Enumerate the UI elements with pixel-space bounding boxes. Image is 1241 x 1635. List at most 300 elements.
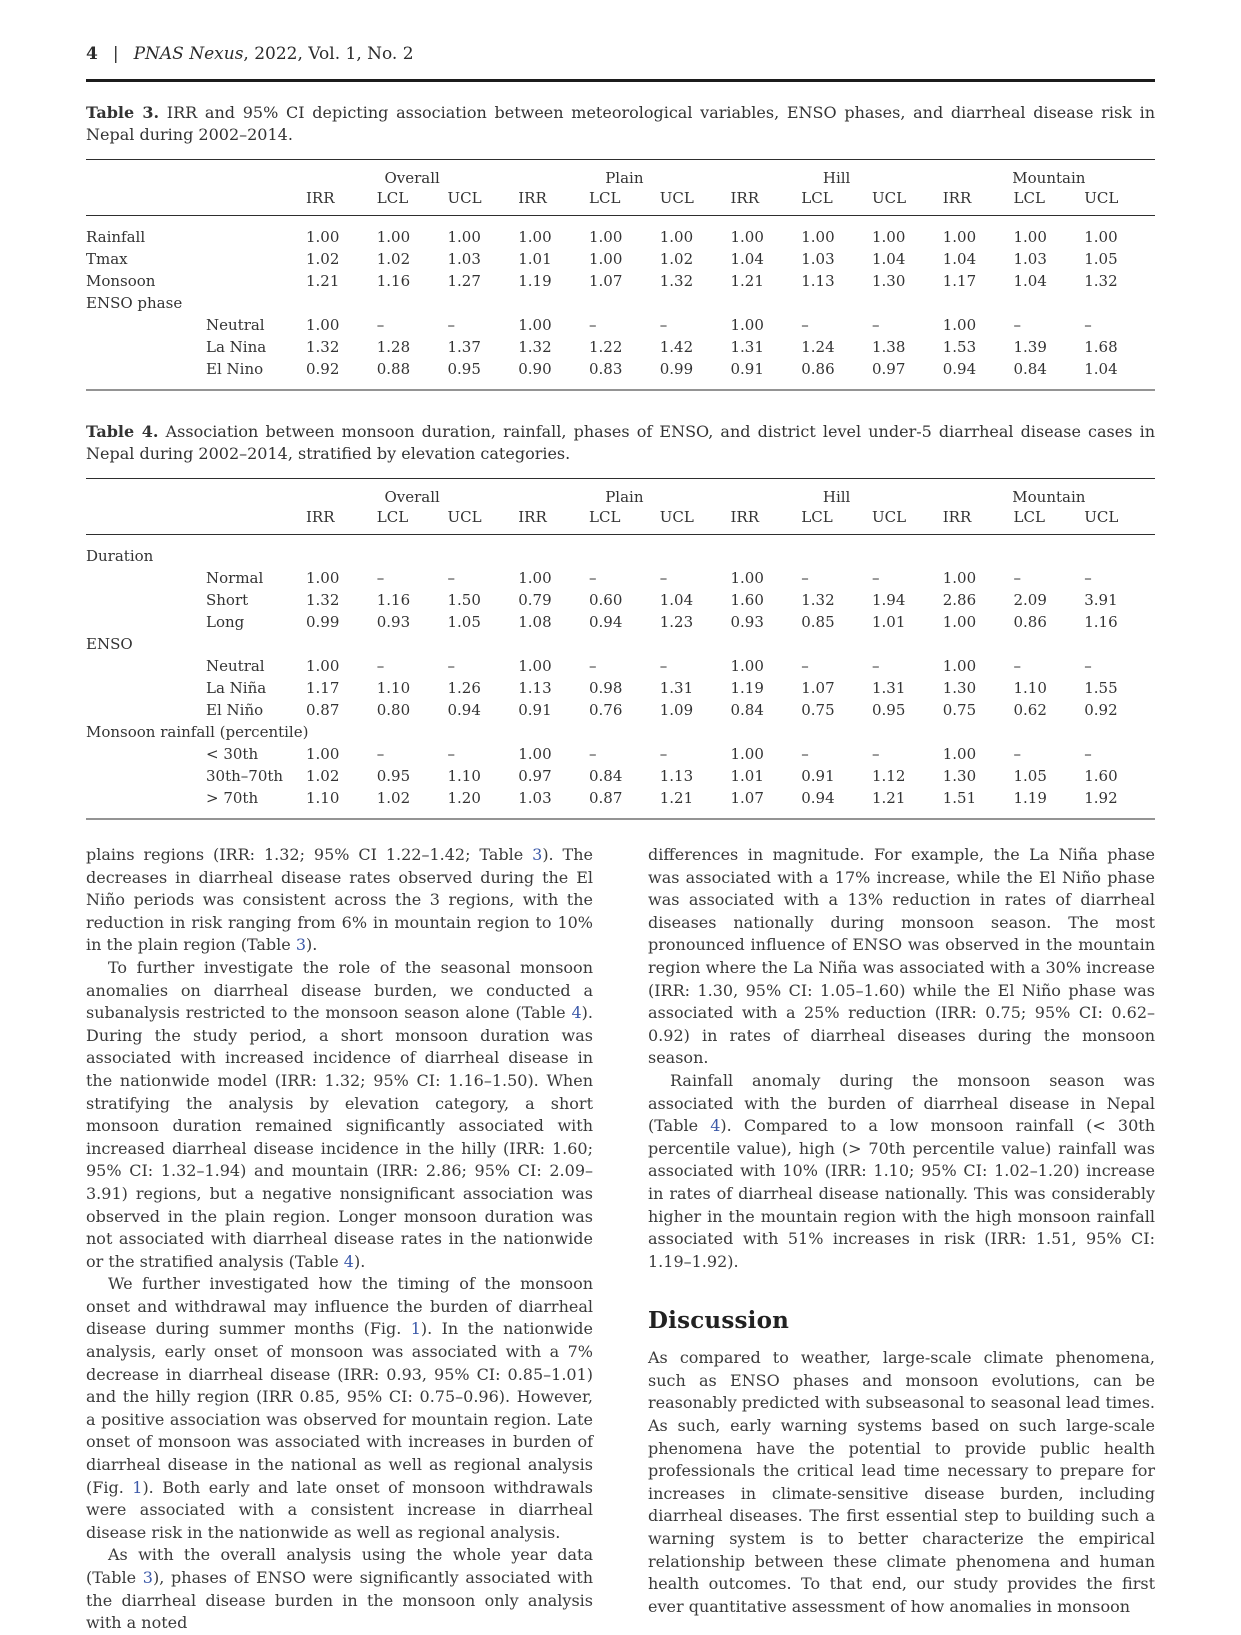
cell-value: – <box>659 569 668 587</box>
cell-value: 0.85 <box>801 613 835 631</box>
cell-value: 0.99 <box>659 360 694 378</box>
cell-value: 1.02 <box>306 767 340 785</box>
row-label <box>86 567 206 589</box>
table3-caption-text: IRR and 95% CI depicting association between meteorological variables, ENSO phases, and diarrheal disease risk in Nepal during 2002–2014. <box>86 103 1156 144</box>
discussion-heading: Discussion <box>648 1307 790 1335</box>
column-header: IRR <box>942 189 972 207</box>
cell-value: 2.86 <box>942 591 977 609</box>
cell-value: 0.94 <box>447 701 481 719</box>
cell-value: 1.30 <box>872 272 906 290</box>
column-group-header: Hill <box>822 488 851 506</box>
cell-value: 1.12 <box>872 767 906 785</box>
cell-value: 1.02 <box>376 250 411 268</box>
row-label <box>86 743 206 765</box>
left-column <box>86 844 593 1635</box>
row-label <box>86 611 206 633</box>
table-row <box>86 611 1155 633</box>
cell-value: 1.03 <box>447 250 481 268</box>
cell-value: 1.60 <box>730 591 764 609</box>
cell-value: – <box>589 316 597 334</box>
cell-value: 1.32 <box>659 272 694 290</box>
row-label <box>86 787 206 819</box>
column-group-header: Overall <box>384 488 440 506</box>
column-group-header: Plain <box>605 169 644 187</box>
reference-link[interactable]: 3 <box>142 1568 153 1587</box>
table-row <box>86 292 1155 314</box>
cell-value: 1.51 <box>942 789 977 807</box>
cell-value: 1.00 <box>306 316 340 334</box>
cell-value: 0.95 <box>376 767 411 785</box>
cell-value: – <box>376 745 385 763</box>
column-header: LCL <box>376 508 409 526</box>
cell-value: – <box>801 745 809 763</box>
cell-value: 0.87 <box>306 701 340 719</box>
cell-value: 1.21 <box>872 789 906 807</box>
reference-link[interactable]: 1 <box>410 1319 421 1339</box>
paragraph: As with the overall analysis using the whole year data (Table 3), phases of ENSO were significantly associated with the diarrheal disease burden in the monsoon only analysis with a noted <box>86 1545 594 1633</box>
cell-value: 1.00 <box>942 569 977 587</box>
cell-value: 0.84 <box>1013 360 1047 378</box>
cell-value: 1.00 <box>942 657 977 675</box>
column-header: IRR <box>730 508 760 526</box>
cell-value: 1.00 <box>730 657 764 675</box>
column-header: LCL <box>589 508 621 526</box>
header-rule <box>86 79 1155 82</box>
cell-value: 0.91 <box>801 767 835 785</box>
cell-value: 1.00 <box>942 228 977 246</box>
table4-caption-text: Association between monsoon duration, rainfall, phases of ENSO, and district level under-5 diarrheal disease cases in Nepal during 2002–2014, stratified by elevation categories. <box>86 422 1155 463</box>
row-label <box>86 589 206 611</box>
cell-value: 1.10 <box>376 679 411 697</box>
cell-value: 1.08 <box>518 613 552 631</box>
cell-value: 1.32 <box>518 338 552 356</box>
row-sublabel: La Nina <box>206 338 267 356</box>
cell-value: – <box>447 569 455 587</box>
cell-value: – <box>801 657 809 675</box>
row-sublabel: Normal <box>206 569 264 587</box>
cell-value: – <box>447 316 455 334</box>
reference-link[interactable]: 4 <box>571 1003 582 1023</box>
cell-value: 1.00 <box>730 745 764 763</box>
cell-value: 1.22 <box>589 338 623 356</box>
cell-value: 0.97 <box>872 360 906 378</box>
journal-issue-info: , 2022, Vol. 1, No. 2 <box>243 44 414 64</box>
cell-value: 1.20 <box>447 789 481 807</box>
cell-value: 0.97 <box>518 767 552 785</box>
cell-value: 1.13 <box>801 272 835 290</box>
cell-value: 1.00 <box>730 316 764 334</box>
row-sublabel: Short <box>206 591 249 609</box>
table4-section <box>86 421 1155 820</box>
table3-caption-label: Table 3. <box>86 103 160 122</box>
cell-value: 1.27 <box>447 272 481 290</box>
table-row <box>86 358 1155 390</box>
cell-value: 1.00 <box>942 316 977 334</box>
table4-caption <box>86 421 1155 465</box>
cell-value: – <box>376 657 385 675</box>
cell-value: 1.00 <box>306 228 340 246</box>
column-header: IRR <box>306 189 335 207</box>
cell-value: 0.95 <box>447 360 481 378</box>
cell-value: 1.32 <box>1084 272 1118 290</box>
cell-value: 1.00 <box>518 569 552 587</box>
row-sublabel: El Nino <box>206 360 264 378</box>
cell-value: 1.04 <box>1013 272 1047 290</box>
cell-value: 1.13 <box>518 679 552 697</box>
column-header: UCL <box>1084 508 1119 526</box>
cell-value: 1.00 <box>589 250 623 268</box>
cell-value: 1.00 <box>518 228 552 246</box>
cell-value: 1.28 <box>376 338 411 356</box>
right-column <box>648 844 1155 1635</box>
cell-value: 1.00 <box>730 228 764 246</box>
cell-value: 1.05 <box>447 613 481 631</box>
table3-caption <box>86 102 1155 146</box>
table-row <box>86 216 1155 249</box>
cell-value: 0.95 <box>872 701 906 719</box>
table-row <box>86 535 1155 568</box>
table-row <box>86 314 1155 336</box>
cell-value: – <box>659 745 668 763</box>
cell-value: 1.17 <box>306 679 340 697</box>
cell-value: 0.79 <box>518 591 552 609</box>
cell-value: 1.00 <box>1084 228 1118 246</box>
cell-value: 0.94 <box>942 360 977 378</box>
cell-value: 1.01 <box>872 613 906 631</box>
row-label <box>86 765 206 787</box>
cell-value: 1.00 <box>1013 228 1047 246</box>
cell-value: – <box>801 569 809 587</box>
table-row <box>86 765 1155 787</box>
paragraph: We further investigated how the timing of the monsoon onset and withdrawal may influence the burden of diarrheal disease during summer months (Fig. 1). In the nationwide analysis, early onset of monsoon was associated with a 7% decrease in diarrheal disease (IRR: 0.93, 95% CI: 0.85–1.01) and the hilly region (IRR 0.85, 95% CI: 0.75–0.96). However, a positive association was observed for mountain region. Late onset of monsoon was associated with increases in burden of diarrheal disease in the national as well as regional analysis (Fig. 1). Both early and late onset of monsoon withdrawals were associated with a consistent increase in diarrheal disease risk in the nationwide as well as regional analysis. <box>86 1274 594 1542</box>
cell-value: 1.21 <box>730 272 764 290</box>
cell-value: 1.10 <box>306 789 340 807</box>
cell-value: 1.04 <box>872 250 906 268</box>
cell-value: 1.31 <box>659 679 694 697</box>
cell-value: 1.00 <box>942 613 977 631</box>
cell-value: 1.50 <box>447 591 481 609</box>
row-label <box>86 655 206 677</box>
cell-value: 0.92 <box>1084 701 1118 719</box>
row-sublabel: Neutral <box>206 316 265 334</box>
cell-value: – <box>376 316 385 334</box>
cell-value: 0.93 <box>376 613 411 631</box>
cell-value: 0.80 <box>376 701 411 719</box>
cell-value: 1.94 <box>872 591 906 609</box>
cell-value: 3.91 <box>1084 591 1118 609</box>
cell-value: 1.04 <box>659 591 694 609</box>
row-sublabel <box>206 216 306 249</box>
column-header: UCL <box>659 508 694 526</box>
cell-value: 0.75 <box>942 701 977 719</box>
table-row <box>86 677 1155 699</box>
cell-value: – <box>589 745 597 763</box>
cell-value: 1.19 <box>730 679 764 697</box>
cell-value: 1.31 <box>872 679 906 697</box>
cell-value: – <box>872 745 880 763</box>
cell-value: 1.39 <box>1013 338 1047 356</box>
row-label <box>86 314 206 336</box>
cell-value: – <box>1013 657 1021 675</box>
cell-value: 0.90 <box>518 360 552 378</box>
cell-value: 1.03 <box>518 789 552 807</box>
reference-link[interactable]: 3 <box>532 845 543 864</box>
cell-value: 1.38 <box>872 338 906 356</box>
cell-value: 1.60 <box>1084 767 1118 785</box>
cell-value: 1.17 <box>942 272 977 290</box>
journal-name: PNAS Nexus <box>133 44 244 64</box>
table-row <box>86 336 1155 358</box>
cell-value: 0.60 <box>589 591 623 609</box>
header-spacer <box>86 188 306 216</box>
cell-value: 1.04 <box>730 250 764 268</box>
column-header: IRR <box>306 508 335 526</box>
cell-value: 1.16 <box>376 591 411 609</box>
row-section-label: Monsoon rainfall (percentile) <box>86 723 309 741</box>
cell-value: 1.42 <box>659 338 694 356</box>
cell-value: 1.02 <box>376 789 411 807</box>
cell-value: 1.37 <box>447 338 481 356</box>
cell-value: – <box>1084 745 1092 763</box>
cell-value: – <box>1013 569 1021 587</box>
cell-value: 0.91 <box>518 701 552 719</box>
reference-link[interactable]: 3 <box>295 935 307 955</box>
right-column-bottom <box>648 1347 1155 1618</box>
cell-value: 1.00 <box>518 657 552 675</box>
running-head <box>86 44 1155 64</box>
cell-value: – <box>589 569 597 587</box>
column-header: UCL <box>447 508 482 526</box>
table-row <box>86 721 1155 743</box>
cell-value: 1.55 <box>1084 679 1118 697</box>
cell-value: – <box>447 657 455 675</box>
column-header: UCL <box>872 508 907 526</box>
cell-value: 1.32 <box>801 591 835 609</box>
paragraph: As compared to weather, large-scale climate phenomena, such as ENSO phases and monsoon evolutions, can be reasonably predicted with subseasonal to seasonal lead times. As such, early warning systems based on such large-scale phenomena have the potential to provide public health professionals the critical lead time necessary to prepare for increases in climate-sensitive disease burden, including diarrheal diseases. The first essential step to building such a warning system is to better characterize the empirical relationship between these climate phenomena and human health outcomes. To that end, our study provides the first ever quantitative assessment of how anomalies in monsoon <box>648 1348 1155 1616</box>
cell-value: 1.03 <box>1013 250 1047 268</box>
row-sublabel: Neutral <box>206 657 265 675</box>
cell-value: 1.00 <box>306 657 340 675</box>
row-sublabel: La Niña <box>206 679 267 697</box>
column-header: LCL <box>589 189 621 207</box>
paragraph: differences in magnitude. For example, the La Niña phase was associated with a 17% increase, while the El Niño phase was associated with a 13% reduction in rates of diarrheal diseases nationally during monsoon season. The most pronounced influence of ENSO was observed in the mountain region where the La Niña was associated with a 30% increase (IRR: 1.30, 95% CI: 1.05–1.60) while the El Niño phase was associated with a 25% reduction (IRR: 0.75; 95% CI: 0.62–0.92) in rates of diarrheal diseases during the monsoon season. <box>648 845 1155 1068</box>
paragraph: plains regions (IRR: 1.32; 95% CI 1.22–1.42; Table 3). The decreases in diarrheal disease rates observed during the El Niño periods was consistent across the 3 regions, with the reduction in risk ranging from 6% in mountain region to 10% in the plain region (Table 3). <box>86 845 594 955</box>
row-label: Rainfall <box>86 228 146 246</box>
reference-link[interactable]: 4 <box>343 1251 354 1271</box>
table-3 <box>86 159 1155 391</box>
table-row <box>86 248 1155 270</box>
column-header: LCL <box>801 508 833 526</box>
cell-value: 1.04 <box>1084 360 1118 378</box>
reference-link[interactable]: 1 <box>132 1477 143 1497</box>
cell-value: – <box>1084 316 1092 334</box>
column-header: IRR <box>942 508 972 526</box>
cell-value: 1.09 <box>659 701 694 719</box>
cell-value: 1.07 <box>589 272 623 290</box>
row-label: Monsoon <box>86 272 156 290</box>
cell-value: 0.84 <box>589 767 623 785</box>
cell-value: 1.05 <box>1084 250 1118 268</box>
cell-value: 2.09 <box>1013 591 1047 609</box>
page-number: 4 <box>86 44 98 64</box>
cell-value: 1.23 <box>659 613 694 631</box>
cell-value: 1.00 <box>942 745 977 763</box>
column-header: UCL <box>659 189 694 207</box>
cell-value: 1.03 <box>801 250 835 268</box>
cell-value: 0.94 <box>801 789 835 807</box>
cell-value: 0.98 <box>589 679 623 697</box>
cell-value: 1.00 <box>447 228 481 246</box>
cell-value: – <box>1084 569 1092 587</box>
cell-value: – <box>1013 316 1021 334</box>
cell-value: 0.62 <box>1013 701 1047 719</box>
cell-value: 1.19 <box>518 272 552 290</box>
cell-value: – <box>589 657 597 675</box>
row-sublabel <box>206 270 306 292</box>
column-group-header: Hill <box>822 169 851 187</box>
cell-value: 1.16 <box>376 272 411 290</box>
table3-section <box>86 102 1155 391</box>
cell-value: 1.16 <box>1084 613 1118 631</box>
cell-value: 1.00 <box>518 745 552 763</box>
table-row <box>86 270 1155 292</box>
cell-value: 0.86 <box>801 360 835 378</box>
cell-value: 0.87 <box>589 789 623 807</box>
column-group-header: Mountain <box>1012 488 1086 506</box>
cell-value: 1.00 <box>306 745 340 763</box>
column-header: LCL <box>376 189 409 207</box>
cell-value: 1.31 <box>730 338 764 356</box>
header-spacer <box>86 479 306 508</box>
cell-value: – <box>801 316 809 334</box>
cell-value: 1.02 <box>659 250 694 268</box>
row-sublabel: Long <box>206 613 245 631</box>
header-spacer <box>86 160 306 189</box>
cell-value: 1.24 <box>801 338 835 356</box>
cell-value: 1.00 <box>518 316 552 334</box>
table-row <box>86 743 1155 765</box>
cell-value: 1.00 <box>730 569 764 587</box>
row-sublabel: < 30th <box>206 745 259 763</box>
table-row <box>86 633 1155 655</box>
row-label <box>86 358 206 390</box>
cell-value: – <box>872 569 880 587</box>
column-header: UCL <box>872 189 907 207</box>
cell-value: 1.30 <box>942 679 977 697</box>
column-header: LCL <box>1013 508 1045 526</box>
cell-value: 0.99 <box>306 613 340 631</box>
cell-value: – <box>1084 657 1092 675</box>
row-label <box>86 699 206 721</box>
cell-value: – <box>376 569 385 587</box>
column-header: IRR <box>518 189 547 207</box>
cell-value: 1.26 <box>447 679 481 697</box>
cell-value: 0.88 <box>376 360 411 378</box>
row-sublabel: > 70th <box>206 789 259 807</box>
column-group-header: Overall <box>384 169 440 187</box>
cell-value: 1.04 <box>942 250 977 268</box>
cell-value: 1.05 <box>1013 767 1047 785</box>
row-sublabel <box>206 248 306 270</box>
cell-value: 1.07 <box>801 679 835 697</box>
cell-value: 1.13 <box>659 767 694 785</box>
column-header: IRR <box>518 508 547 526</box>
cell-value: 1.68 <box>1084 338 1118 356</box>
cell-value: 1.07 <box>730 789 764 807</box>
reference-link[interactable]: 4 <box>710 1116 721 1136</box>
cell-value: 1.92 <box>1084 789 1118 807</box>
cell-value: 1.30 <box>942 767 977 785</box>
cell-value: 1.53 <box>942 338 977 356</box>
cell-value: 1.01 <box>730 767 764 785</box>
cell-value: 0.86 <box>1013 613 1047 631</box>
cell-value: 1.10 <box>447 767 481 785</box>
cell-value: 1.00 <box>376 228 411 246</box>
cell-value: – <box>872 316 880 334</box>
row-section-label: ENSO phase <box>86 294 183 312</box>
cell-value: 0.84 <box>730 701 764 719</box>
cell-value: 1.21 <box>659 789 694 807</box>
row-section-label: Duration <box>86 547 154 565</box>
row-label: Tmax <box>86 250 128 268</box>
cell-value: 1.00 <box>306 569 340 587</box>
column-header: IRR <box>730 189 760 207</box>
column-header: UCL <box>1084 189 1119 207</box>
body-columns <box>86 844 1155 1635</box>
cell-value: 1.00 <box>872 228 906 246</box>
header-spacer <box>86 507 306 535</box>
column-header: LCL <box>801 189 833 207</box>
table-row <box>86 655 1155 677</box>
cell-value: – <box>659 316 668 334</box>
row-sublabel: El Niño <box>206 701 264 719</box>
running-head-separator: | <box>112 44 119 64</box>
cell-value: 1.19 <box>1013 789 1047 807</box>
row-label <box>86 677 206 699</box>
journal-title <box>134 44 414 64</box>
cell-value: 0.91 <box>730 360 764 378</box>
cell-value: – <box>1013 745 1021 763</box>
row-sublabel: 30th–70th <box>206 767 284 785</box>
column-header: LCL <box>1013 189 1045 207</box>
table-row <box>86 699 1155 721</box>
cell-value: 1.00 <box>801 228 835 246</box>
table-row <box>86 787 1155 819</box>
cell-value: 1.00 <box>589 228 623 246</box>
cell-value: 0.92 <box>306 360 340 378</box>
cell-value: 1.02 <box>306 250 340 268</box>
paragraph: To further investigate the role of the seasonal monsoon anomalies on diarrheal disease burden, we conducted a subanalysis restricted to the monsoon season alone (Table 4). During the study period, a short monsoon duration was associated with increased incidence of diarrheal disease in the nationwide model (IRR: 1.32; 95% CI: 1.16–1.50). When stratifying the analysis by elevation category, a short monsoon duration remained significantly associated with increased diarrheal disease incidence in the hilly (IRR: 1.60; 95% CI: 1.32–1.94) and mountain (IRR: 2.86; 95% CI: 2.09–3.91) regions, but a negative nonsignificant association was observed in the plain region. Longer monsoon duration was not associated with diarrheal disease rates in the nationwide or the stratified analysis (Table 4). <box>86 957 593 1271</box>
cell-value: 0.94 <box>589 613 623 631</box>
cell-value: 1.00 <box>659 228 694 246</box>
table4-caption-label: Table 4. <box>86 422 159 441</box>
right-column-top <box>648 844 1155 1273</box>
cell-value: – <box>872 657 880 675</box>
cell-value: – <box>659 657 668 675</box>
cell-value: 1.32 <box>306 338 340 356</box>
cell-value: 0.93 <box>730 613 764 631</box>
cell-value: 1.32 <box>306 591 340 609</box>
cell-value: 1.21 <box>306 272 340 290</box>
cell-value: – <box>447 745 455 763</box>
cell-value: 0.83 <box>589 360 623 378</box>
table-row <box>86 589 1155 611</box>
cell-value: 1.10 <box>1013 679 1047 697</box>
row-section-label: ENSO <box>86 635 133 653</box>
table-row <box>86 567 1155 589</box>
cell-value: 1.01 <box>518 250 552 268</box>
paragraph: Rainfall anomaly during the monsoon season was associated with the burden of diarrheal disease in Nepal (Table 4). Compared to a low monsoon rainfall (< 30th percentile value), high (> 70th percentile value) rainfall was associated with 10% (IRR: 1.10; 95% CI: 1.02–1.20) increase in rates of diarrheal disease nationally. This was considerably higher in the mountain region with the high monsoon rainfall associated with 51% increases in risk (IRR: 1.51, 95% CI: 1.19–1.92). <box>648 1070 1156 1271</box>
